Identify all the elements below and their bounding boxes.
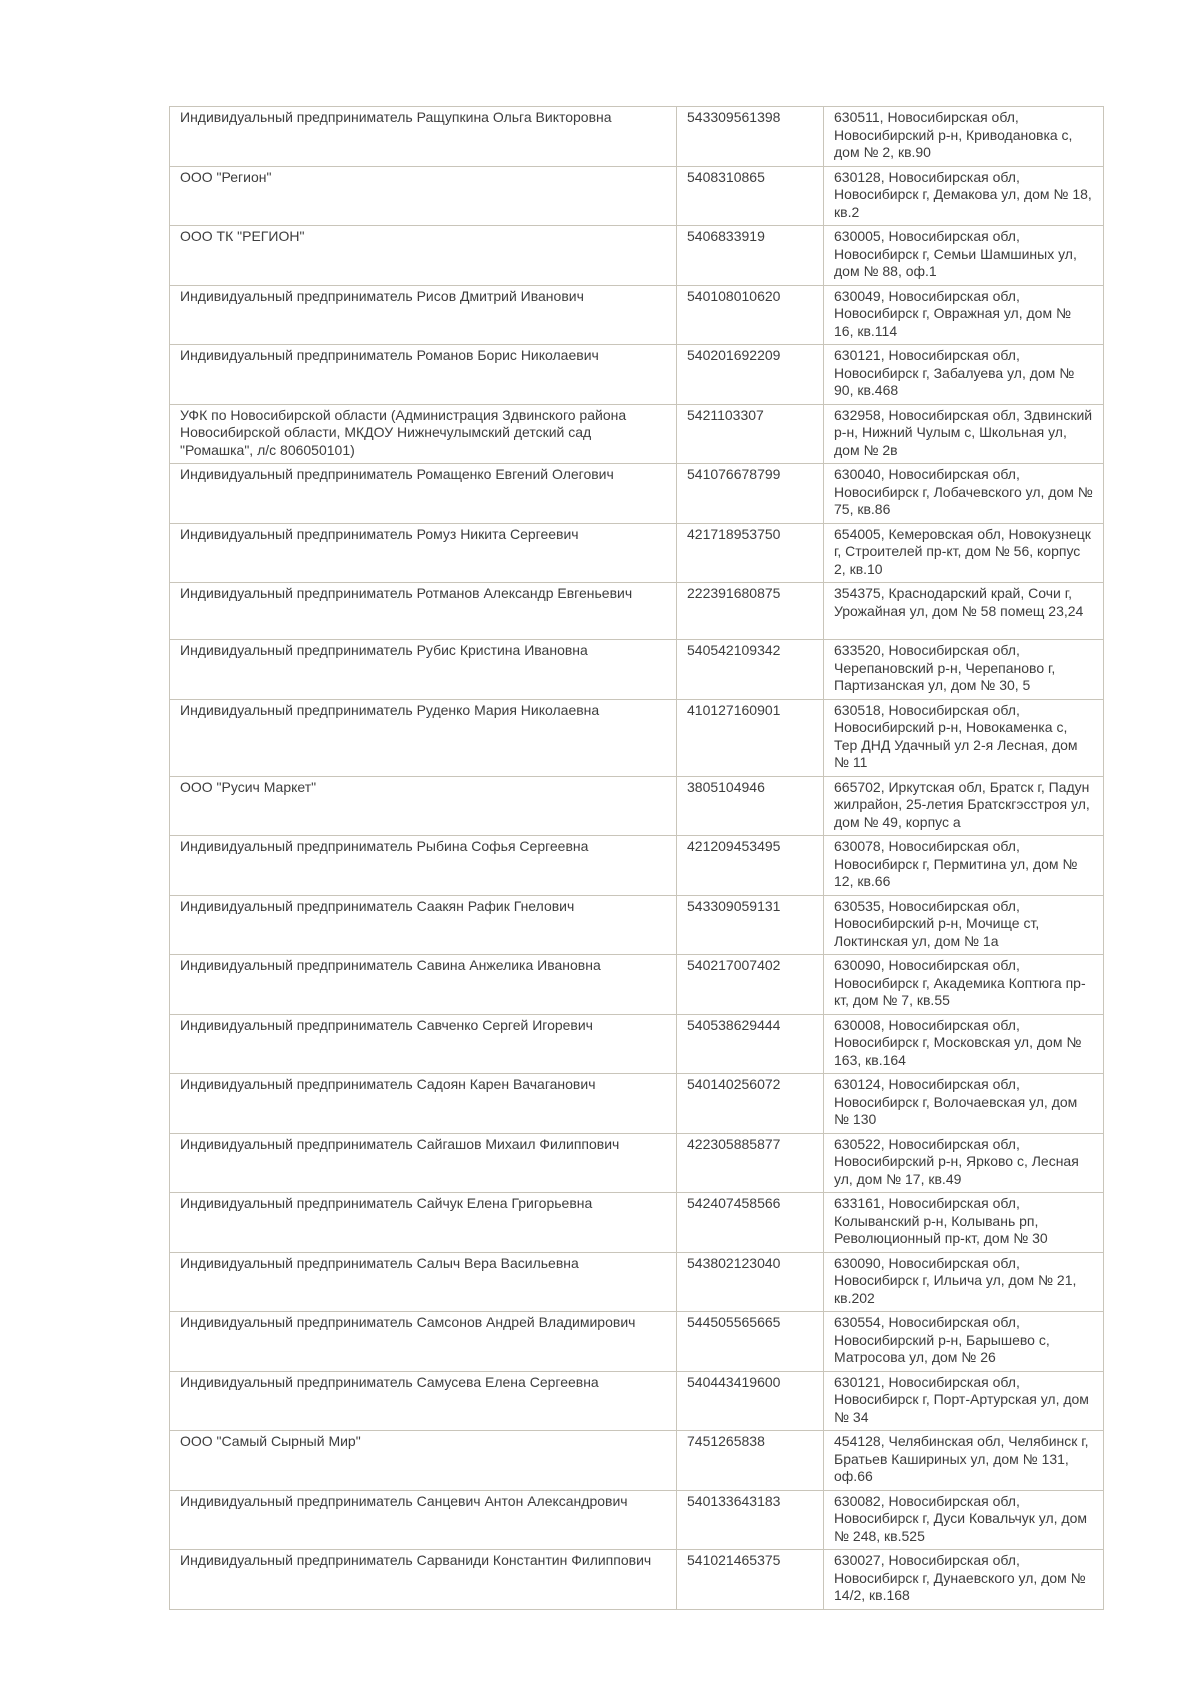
counterparty-name-cell: Индивидуальный предприниматель Рыбина Софья Сергеевна bbox=[170, 836, 677, 896]
address-cell: 633161, Новосибирская обл, Колыванский р-н, Колывань рп, Революционный пр-кт, дом № 30 bbox=[824, 1193, 1104, 1253]
table-row bbox=[170, 699, 1104, 776]
table-row bbox=[170, 1074, 1104, 1134]
inn-cell: 540443419600 bbox=[677, 1371, 824, 1431]
counterparty-name-cell: Индивидуальный предприниматель Романов Борис Николаевич bbox=[170, 345, 677, 405]
inn-cell: 410127160901 bbox=[677, 699, 824, 776]
counterparty-name-cell: Индивидуальный предприниматель Руденко Мария Николаевна bbox=[170, 699, 677, 776]
counterparty-name-cell: Индивидуальный предприниматель Садоян Карен Вачаганович bbox=[170, 1074, 677, 1134]
counterparty-name-cell: Индивидуальный предприниматель Сарваниди Константин Филиппович bbox=[170, 1550, 677, 1610]
inn-cell: 541021465375 bbox=[677, 1550, 824, 1610]
counterparty-name-cell: ООО "Русич Маркет" bbox=[170, 776, 677, 836]
inn-cell: 7451265838 bbox=[677, 1431, 824, 1491]
counterparty-name-cell: Индивидуальный предприниматель Санцевич Антон Александрович bbox=[170, 1490, 677, 1550]
counterparty-name-cell: Индивидуальный предприниматель Савина Анжелика Ивановна bbox=[170, 955, 677, 1015]
inn-cell: 540538629444 bbox=[677, 1014, 824, 1074]
counterparty-name-cell: Индивидуальный предприниматель Саакян Рафик Гнелович bbox=[170, 895, 677, 955]
address-cell: 630121, Новосибирская обл, Новосибирск г, Забалуева ул, дом № 90, кв.468 bbox=[824, 345, 1104, 405]
address-cell: 630518, Новосибирская обл, Новосибирский р-н, Новокаменка с, Тер ДНД Удачный ул 2-я Лесная, дом № 11 bbox=[824, 699, 1104, 776]
address-cell: 630128, Новосибирская обл, Новосибирск г, Демакова ул, дом № 18, кв.2 bbox=[824, 166, 1104, 226]
inn-cell: 540108010620 bbox=[677, 285, 824, 345]
table-row bbox=[170, 285, 1104, 345]
address-cell: 630082, Новосибирская обл, Новосибирск г, Дуси Ковальчук ул, дом № 248, кв.525 bbox=[824, 1490, 1104, 1550]
inn-cell: 544505565665 bbox=[677, 1312, 824, 1372]
counterparties-table bbox=[169, 106, 1104, 1610]
table-row bbox=[170, 895, 1104, 955]
address-cell: 630008, Новосибирская обл, Новосибирск г, Московская ул, дом № 163, кв.164 bbox=[824, 1014, 1104, 1074]
table-row bbox=[170, 1431, 1104, 1491]
counterparty-name-cell: Индивидуальный предприниматель Ращупкина Ольга Викторовна bbox=[170, 107, 677, 167]
counterparty-name-cell: Индивидуальный предприниматель Сайгашов Михаил Филиппович bbox=[170, 1133, 677, 1193]
table-row bbox=[170, 1193, 1104, 1253]
counterparty-name-cell: Индивидуальный предприниматель Ромащенко Евгений Олегович bbox=[170, 464, 677, 524]
table-row bbox=[170, 1014, 1104, 1074]
table-row bbox=[170, 226, 1104, 286]
counterparty-name-cell: ООО ТК "РЕГИОН" bbox=[170, 226, 677, 286]
address-cell: 630511, Новосибирская обл, Новосибирский р-н, Криводановка с, дом № 2, кв.90 bbox=[824, 107, 1104, 167]
counterparty-name-cell: Индивидуальный предприниматель Рубис Кристина Ивановна bbox=[170, 640, 677, 700]
table-row bbox=[170, 836, 1104, 896]
address-cell: 454128, Челябинская обл, Челябинск г, Братьев Кашириных ул, дом № 131, оф.66 bbox=[824, 1431, 1104, 1491]
inn-cell: 540140256072 bbox=[677, 1074, 824, 1134]
address-cell: 630090, Новосибирская обл, Новосибирск г, Академика Коптюга пр-кт, дом № 7, кв.55 bbox=[824, 955, 1104, 1015]
table-row bbox=[170, 166, 1104, 226]
address-cell: 654005, Кемеровская обл, Новокузнецк г, Строителей пр-кт, дом № 56, корпус 2, кв.10 bbox=[824, 523, 1104, 583]
inn-cell: 543309561398 bbox=[677, 107, 824, 167]
table-row bbox=[170, 640, 1104, 700]
address-cell: 630049, Новосибирская обл, Новосибирск г, Овражная ул, дом № 16, кв.114 bbox=[824, 285, 1104, 345]
counterparty-name-cell: Индивидуальный предприниматель Самусева Елена Сергеевна bbox=[170, 1371, 677, 1431]
inn-cell: 543802123040 bbox=[677, 1252, 824, 1312]
inn-cell: 422305885877 bbox=[677, 1133, 824, 1193]
table-row bbox=[170, 955, 1104, 1015]
counterparty-name-cell: Индивидуальный предприниматель Самсонов Андрей Владимирович bbox=[170, 1312, 677, 1372]
table-row bbox=[170, 523, 1104, 583]
table-row bbox=[170, 1133, 1104, 1193]
inn-cell: 543309059131 bbox=[677, 895, 824, 955]
counterparty-name-cell: Индивидуальный предприниматель Сайчук Елена Григорьевна bbox=[170, 1193, 677, 1253]
inn-cell: 3805104946 bbox=[677, 776, 824, 836]
counterparty-name-cell: ООО "Регион" bbox=[170, 166, 677, 226]
address-cell: 630522, Новосибирская обл, Новосибирский р-н, Ярково с, Лесная ул, дом № 17, кв.49 bbox=[824, 1133, 1104, 1193]
counterparty-name-cell: Индивидуальный предприниматель Ромуз Никита Сергеевич bbox=[170, 523, 677, 583]
address-cell: 630005, Новосибирская обл, Новосибирск г, Семьи Шамшиных ул, дом № 88, оф.1 bbox=[824, 226, 1104, 286]
inn-cell: 5421103307 bbox=[677, 404, 824, 464]
table-row bbox=[170, 776, 1104, 836]
table-row bbox=[170, 107, 1104, 167]
table-row bbox=[170, 1490, 1104, 1550]
table-row bbox=[170, 1371, 1104, 1431]
inn-cell: 222391680875 bbox=[677, 583, 824, 640]
inn-cell: 542407458566 bbox=[677, 1193, 824, 1253]
inn-cell: 540542109342 bbox=[677, 640, 824, 700]
counterparty-name-cell: Индивидуальный предприниматель Рисов Дмитрий Иванович bbox=[170, 285, 677, 345]
inn-cell: 421209453495 bbox=[677, 836, 824, 896]
address-cell: 632958, Новосибирская обл, Здвинский р-н, Нижний Чулым с, Школьная ул, дом № 2в bbox=[824, 404, 1104, 464]
address-cell: 630040, Новосибирская обл, Новосибирск г, Лобачевского ул, дом № 75, кв.86 bbox=[824, 464, 1104, 524]
counterparty-name-cell: Индивидуальный предприниматель Салыч Вера Васильевна bbox=[170, 1252, 677, 1312]
inn-cell: 540133643183 bbox=[677, 1490, 824, 1550]
address-cell: 630121, Новосибирская обл, Новосибирск г, Порт-Артурская ул, дом № 34 bbox=[824, 1371, 1104, 1431]
table-row bbox=[170, 1312, 1104, 1372]
table-row bbox=[170, 1252, 1104, 1312]
address-cell: 630078, Новосибирская обл, Новосибирск г, Пермитина ул, дом № 12, кв.66 bbox=[824, 836, 1104, 896]
inn-cell: 5406833919 bbox=[677, 226, 824, 286]
inn-cell: 540217007402 bbox=[677, 955, 824, 1015]
address-cell: 630027, Новосибирская обл, Новосибирск г, Дунаевского ул, дом № 14/2, кв.168 bbox=[824, 1550, 1104, 1610]
table-row bbox=[170, 345, 1104, 405]
counterparty-name-cell: УФК по Новосибирской области (Администрация Здвинского района Новосибирской области, МКДОУ Нижнечулымский детский сад "Ромашка", л/с 806050101) bbox=[170, 404, 677, 464]
address-cell: 630554, Новосибирская обл, Новосибирский р-н, Барышево с, Матросова ул, дом № 26 bbox=[824, 1312, 1104, 1372]
address-cell: 354375, Краснодарский край, Сочи г, Урожайная ул, дом № 58 помещ 23,24 bbox=[824, 583, 1104, 640]
inn-cell: 421718953750 bbox=[677, 523, 824, 583]
counterparty-name-cell: Индивидуальный предприниматель Савченко Сергей Игоревич bbox=[170, 1014, 677, 1074]
table-row bbox=[170, 583, 1104, 640]
address-cell: 630090, Новосибирская обл, Новосибирск г, Ильича ул, дом № 21, кв.202 bbox=[824, 1252, 1104, 1312]
inn-cell: 541076678799 bbox=[677, 464, 824, 524]
table-row bbox=[170, 1550, 1104, 1610]
table-row bbox=[170, 464, 1104, 524]
inn-cell: 540201692209 bbox=[677, 345, 824, 405]
counterparty-name-cell: ООО "Самый Сырный Мир" bbox=[170, 1431, 677, 1491]
counterparty-name-cell: Индивидуальный предприниматель Ротманов Александр Евгеньевич bbox=[170, 583, 677, 640]
address-cell: 665702, Иркутская обл, Братск г, Падун жилрайон, 25-летия Братскгэсстроя ул, дом № 49, корпус а bbox=[824, 776, 1104, 836]
inn-cell: 5408310865 bbox=[677, 166, 824, 226]
address-cell: 630535, Новосибирская обл, Новосибирский р-н, Мочище ст, Локтинская ул, дом № 1а bbox=[824, 895, 1104, 955]
address-cell: 630124, Новосибирская обл, Новосибирск г, Волочаевская ул, дом № 130 bbox=[824, 1074, 1104, 1134]
address-cell: 633520, Новосибирская обл, Черепановский р-н, Черепаново г, Партизанская ул, дом № 30, 5 bbox=[824, 640, 1104, 700]
table-row bbox=[170, 404, 1104, 464]
